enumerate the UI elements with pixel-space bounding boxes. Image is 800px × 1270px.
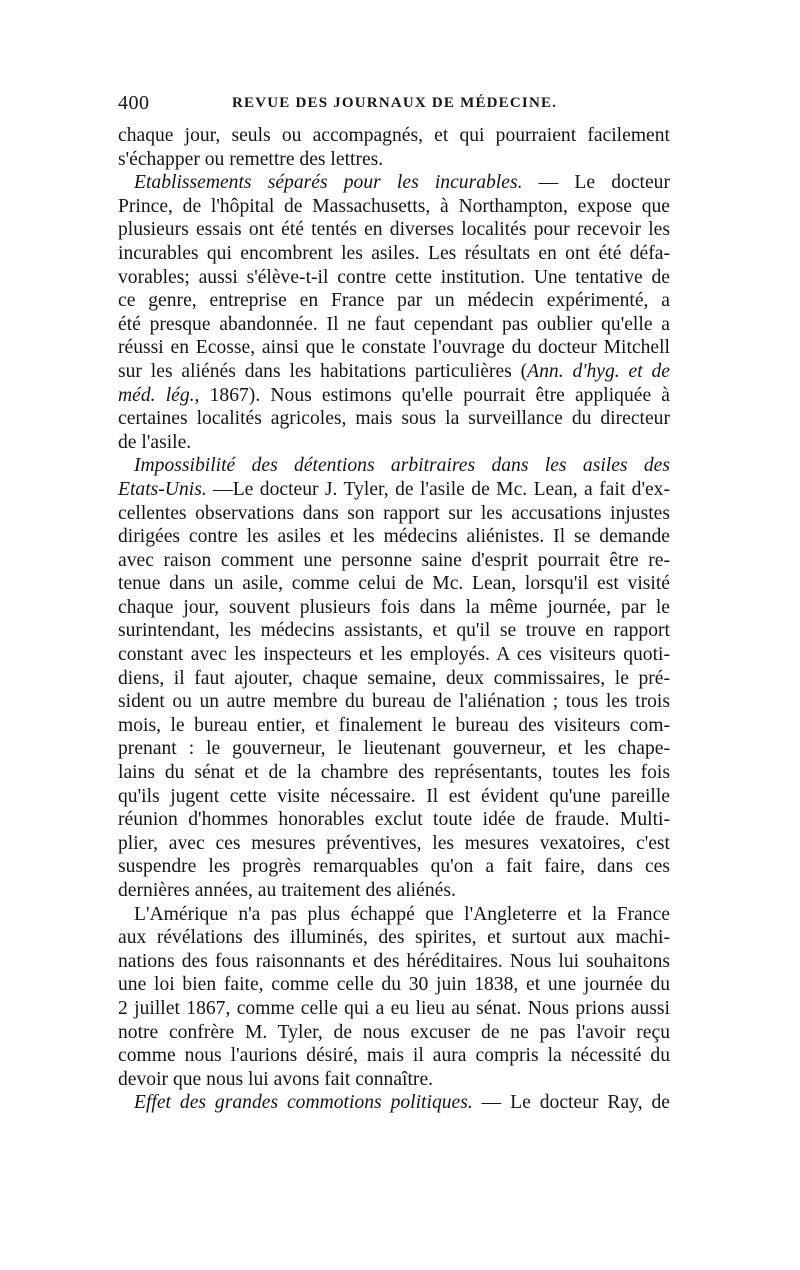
italic-text-run: Etablissements séparés pour les incurables. [134,172,523,194]
text-run: dernières années, au traitement des aliénés. [118,880,456,901]
text-line [118,926,670,950]
text-run: constant avec les inspecteurs et les employés. A ces visiteurs quoti- [118,644,670,666]
text-line [118,1068,670,1092]
text-line [118,1021,670,1045]
text-line [118,124,670,148]
text-line [118,313,670,337]
running-head [118,92,670,118]
text-line [118,950,670,974]
text-run: certaines localités agricoles, mais sous la surveillance du directeur [118,408,670,430]
text-run: réussi en Ecosse, ainsi que le constate l'ouvrage du docteur Mitchell [118,337,670,359]
text-run: plier, avec ces mesures préventives, les mesures vexatoires, c'est [118,832,670,854]
text-line [118,761,670,785]
text-line [118,690,670,714]
text-line [118,667,670,691]
text-run: comme nous l'aurions désiré, mais il aura compris la nécessité du [118,1045,670,1067]
text-run: sur les aliénés dans les habitations particulières ( [118,360,528,382]
text-run: une loi bien faite, comme celle du 30 juin 1838, et une journée du [118,974,670,996]
text-line [118,997,670,1021]
text-line [118,549,670,573]
text-line [118,431,670,455]
text-line [118,714,670,738]
text-line [118,855,670,879]
italic-text-run: méd. lég. [118,384,195,406]
text-run: surintendant, les médecins assistants, et qu'il se trouve en rapport [118,620,670,642]
text-run: vorables; aussi s'élève-t-il contre cette institution. Une tentative de [118,266,670,288]
text-line [118,596,670,620]
text-run: de l'asile. [118,431,192,453]
text-line [118,454,670,478]
text-run: qu'ils jugent cette visite nécessaire. Il est évident qu'une pareille [118,785,670,807]
text-line [118,242,670,266]
text-line [118,619,670,643]
text-run: été presque abandonnée. Il ne faut cependant pas oublier qu'elle a [118,313,670,335]
text-line [118,525,670,549]
text-run: prenant : le gouverneur, le lieutenant gouverneur, et les chape- [118,738,670,760]
text-line [118,502,670,526]
text-line [118,879,670,903]
text-run: L'Amérique n'a pas plus échappé que l'Angleterre et la France [134,903,670,925]
text-run: 2 juillet 1867, comme celle qui a eu lieu au sénat. Nous prions aussi [118,997,670,1019]
italic-text-run: Impossibilité des détentions arbitraires dans les asiles des [134,455,670,477]
text-line [118,832,670,856]
text-run: cellentes observations dans son rapport sur les accusations injustes [118,502,670,524]
text-run: mois, le bureau entier, et finalement le bureau des visiteurs com- [118,714,670,736]
text-line [118,289,670,313]
text-line [118,171,670,195]
text-run: notre confrère M. Tyler, de nous excuser de ne pas l'avoir reçu [118,1021,670,1043]
text-run: diens, il faut ajouter, chaque semaine, deux commissaires, le pré- [118,667,670,689]
text-run: — Le docteur Ray, de [472,1092,670,1114]
text-line [118,478,670,502]
body-text [118,124,670,1115]
text-line [118,643,670,667]
text-run: aux révélations des illuminés, des spirites, et surtout aux machi- [118,927,670,949]
text-run: tenue dans un asile, comme celui de Mc. Lean, lorsqu'il est visité [118,573,670,595]
text-run: réunion d'hommes honorables exclut toute idée de fraude. Multi- [118,809,670,831]
text-run: sident ou un autre membre du bureau de l'aliénation ; tous les trois [118,691,670,713]
text-line [118,407,670,431]
text-line [118,1091,670,1115]
text-line [118,384,670,408]
text-run: — Le docteur [522,172,670,194]
text-run: —Le docteur J. Tyler, de l'asile de Mc. Lean, a fait d'ex- [206,478,670,500]
text-line [118,148,670,172]
text-line [118,336,670,360]
journal-title: REVUE DES JOURNAUX DE MÉDECINE. [232,95,558,111]
text-run: avec raison comment une personne saine d'esprit pourrait être re- [118,549,670,571]
text-run: chaque jour, souvent plusieurs fois dans la même journée, par le [118,596,670,618]
text-run: Prince, de l'hôpital de Massachusetts, à Northampton, expose que [118,195,670,217]
text-run: plusieurs essais ont été tentés en diverses localités pour recevoir les [118,219,670,241]
text-line [118,737,670,761]
italic-text-run: Effet des grandes commotions politiques. [134,1092,473,1114]
text-run: devoir que nous lui avons fait connaître. [118,1068,434,1090]
italic-text-run: Etats-Unis. [118,478,207,500]
text-run: incurables qui encombrent les asiles. Les résultats en ont été défa- [118,242,670,264]
text-line [118,808,670,832]
text-line [118,218,670,242]
text-line [118,266,670,290]
text-run: suspendre les progrès remarquables qu'on a fait faire, dans ces [118,856,670,878]
text-run: ce genre, entreprise en France par un médecin expérimenté, a [118,290,670,312]
text-run: nations des fous raisonnants et des héréditaires. Nous lui souhaitons [118,950,670,972]
text-run: chaque jour, seuls ou accompagnés, et qui pourraient facilement [118,125,670,146]
italic-text-run: Ann. d'hyg. et de [527,360,671,382]
text-line [118,1044,670,1068]
text-line [118,973,670,997]
text-line [118,195,670,219]
text-run: dirigées contre les asiles et les médecins aliénistes. Il se demande [118,526,670,548]
text-line [118,572,670,596]
page-number: 400 [118,92,150,114]
text-line [118,360,670,384]
text-line [118,785,670,809]
text-run: s'échapper ou remettre des lettres. [118,148,384,170]
text-run: lains du sénat et de la chambre des représentants, toutes les fois [118,762,670,784]
text-run: , 1867). Nous estimons qu'elle pourrait être appliquée à [194,384,671,406]
text-line [118,903,670,927]
